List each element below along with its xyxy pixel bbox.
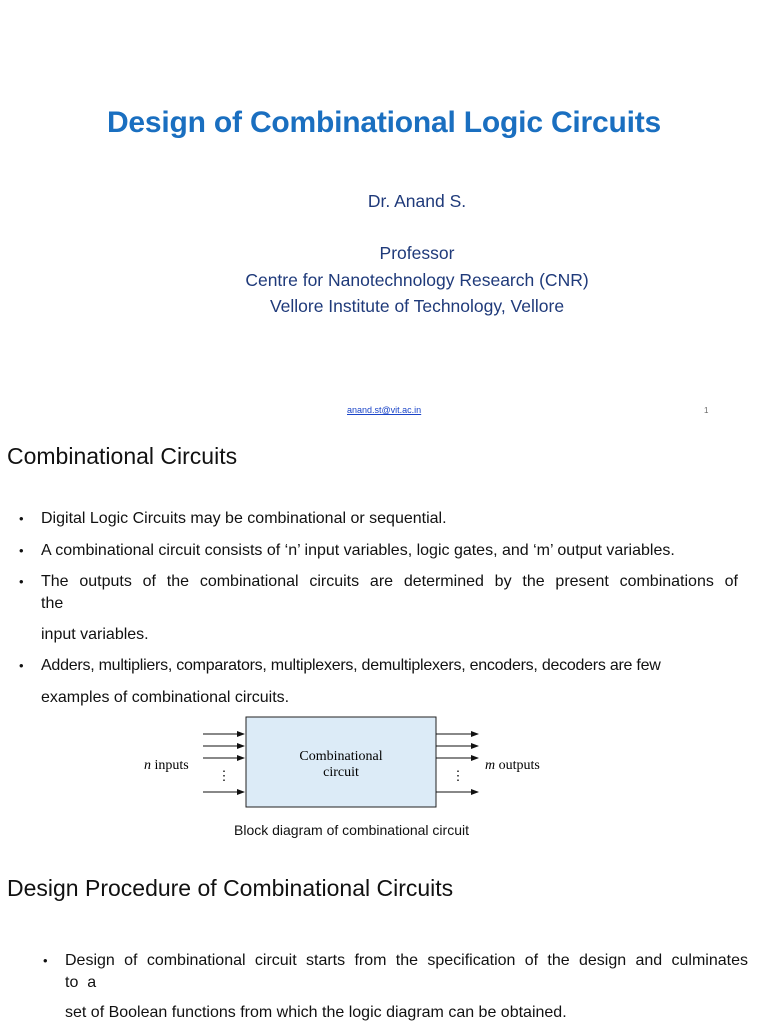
bullet-text: The outputs of the combinational circuits are determined by the present combinations of — [41, 573, 738, 590]
author-name: Dr. Anand S. — [367, 191, 467, 211]
bullet-marker: • — [19, 543, 24, 558]
author-position: Professor — [379, 243, 455, 263]
section-heading-combinational-circuits: Combinational Circuits — [7, 443, 238, 469]
outputs-label-text: outputs — [495, 758, 540, 773]
bullet-text-continued: input variables. — [41, 626, 149, 643]
slide-title: Design of Combinational Logic Circuits — [106, 106, 662, 139]
input-ellipsis: ⋮ — [217, 768, 231, 783]
email-link[interactable]: anand.st@vit.ac.in — [347, 405, 422, 415]
bullet-text-continued: set of Boolean functions from which the logic diagram can be obtained. — [65, 1004, 567, 1021]
bullet-marker: • — [19, 511, 24, 526]
bullet-text: Design of combinational circuit starts from the specification of the design and culminates — [65, 952, 748, 969]
inputs-label-var: n — [144, 758, 151, 773]
author-institute: Vellore Institute of Technology, Vellore — [269, 296, 565, 316]
slide-page-number: 1 — [704, 406, 709, 415]
bullet-text-continued: to a — [65, 974, 97, 991]
section-heading-design-procedure: Design Procedure of Combinational Circuits — [7, 875, 454, 901]
bullet-text: Digital Logic Circuits may be combinational or sequential. — [41, 510, 447, 527]
bullet-marker: • — [19, 658, 24, 673]
bullet-marker: • — [19, 574, 24, 589]
combinational-circuit-diagram — [140, 712, 560, 816]
diagram-caption: Block diagram of combinational circuit — [234, 822, 469, 838]
outputs-label-var: m — [485, 758, 496, 773]
output-ellipsis: ⋮ — [451, 768, 465, 783]
bullet-text-continued: examples of combinational circuits. — [41, 689, 290, 706]
inputs-label — [144, 758, 189, 773]
bullet-text: A combinational circuit consists of ‘n’ input variables, logic gates, and ‘m’ output variables. — [41, 542, 675, 559]
outputs-label — [485, 758, 540, 773]
circuit-block-label-line1: Combinational — [299, 749, 383, 764]
bullet-text: Adders, multipliers, comparators, multiplexers, demultiplexers, encoders, decoders are few — [41, 657, 661, 674]
circuit-block-label-line2: circuit — [323, 765, 359, 780]
bullet-marker: • — [43, 953, 48, 968]
bullet-text-continued: the — [41, 595, 64, 612]
author-department: Centre for Nanotechnology Research (CNR) — [245, 270, 589, 290]
inputs-label-text: inputs — [151, 758, 189, 773]
